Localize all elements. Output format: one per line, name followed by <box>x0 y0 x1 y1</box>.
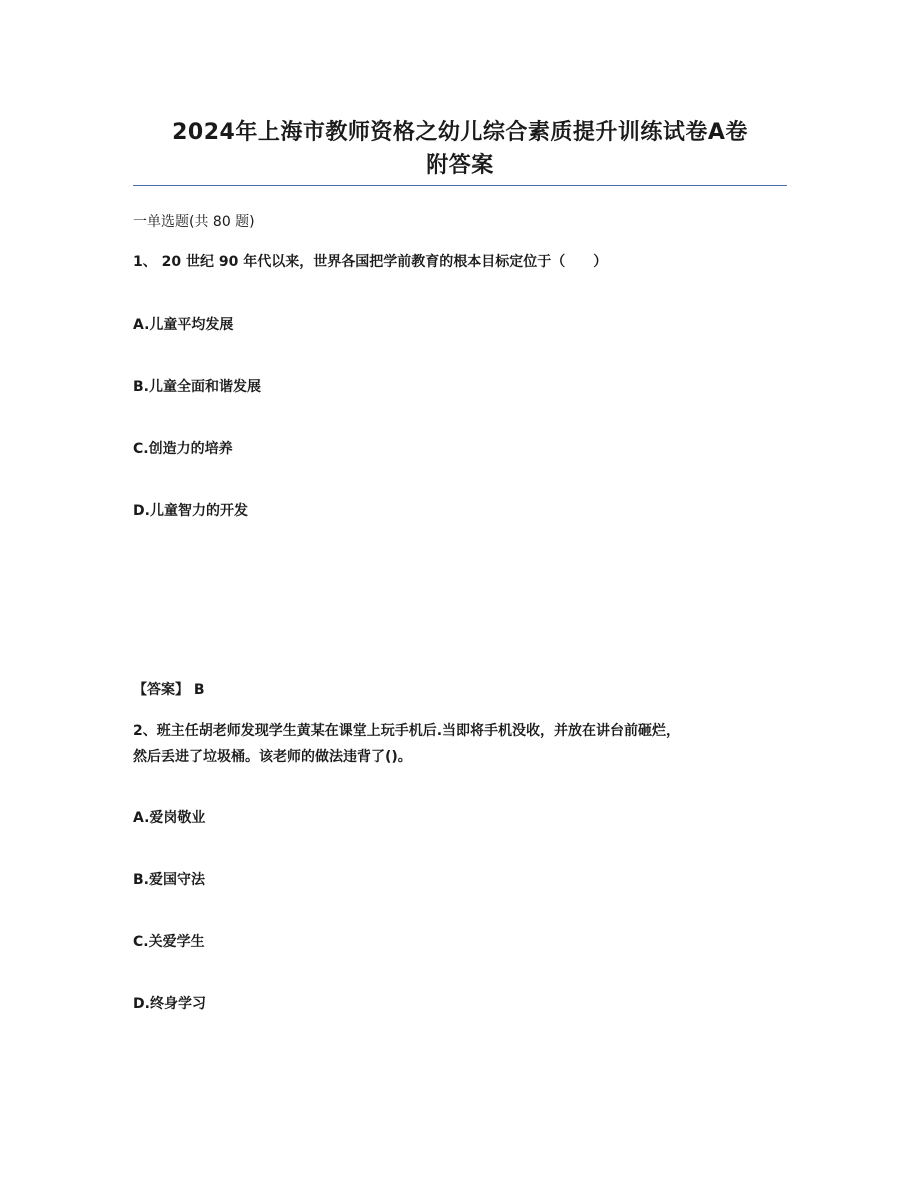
question-2-option-d: D.终身学习 <box>133 996 206 1012</box>
question-1-answer: 【答案】 B <box>133 682 205 698</box>
document-title <box>133 116 787 182</box>
question-2-stem <box>133 718 787 770</box>
question-2-stem-line-1: 2、班主任胡老师发现学生黄某在课堂上玩手机后.当即将手机没收，并放在讲台前砸烂， <box>133 723 681 739</box>
title-divider <box>133 185 787 186</box>
section-heading: 一单选题(共 80 题) <box>133 214 255 230</box>
question-1-stem: 1、 20 世纪 90 年代以来，世界各国把学前教育的根本目标定位于（ ） <box>133 254 608 270</box>
question-2-option-a: A.爱岗敬业 <box>133 810 206 826</box>
question-1-option-b: B.儿童全面和谐发展 <box>133 379 261 395</box>
question-2-option-b: B.爱国守法 <box>133 872 205 888</box>
question-1-option-c: C.创造力的培养 <box>133 441 233 457</box>
title-line-1: 2024年上海市教师资格之幼儿综合素质提升训练试卷A卷 <box>172 120 748 145</box>
question-1-option-a: A.儿童平均发展 <box>133 317 234 333</box>
title-line-2: 附答案 <box>426 153 494 178</box>
question-1-option-d: D.儿童智力的开发 <box>133 503 248 519</box>
question-2-option-c: C.关爱学生 <box>133 934 205 950</box>
question-2-stem-line-2: 然后丢进了垃圾桶。该老师的做法违背了()。 <box>133 749 412 765</box>
